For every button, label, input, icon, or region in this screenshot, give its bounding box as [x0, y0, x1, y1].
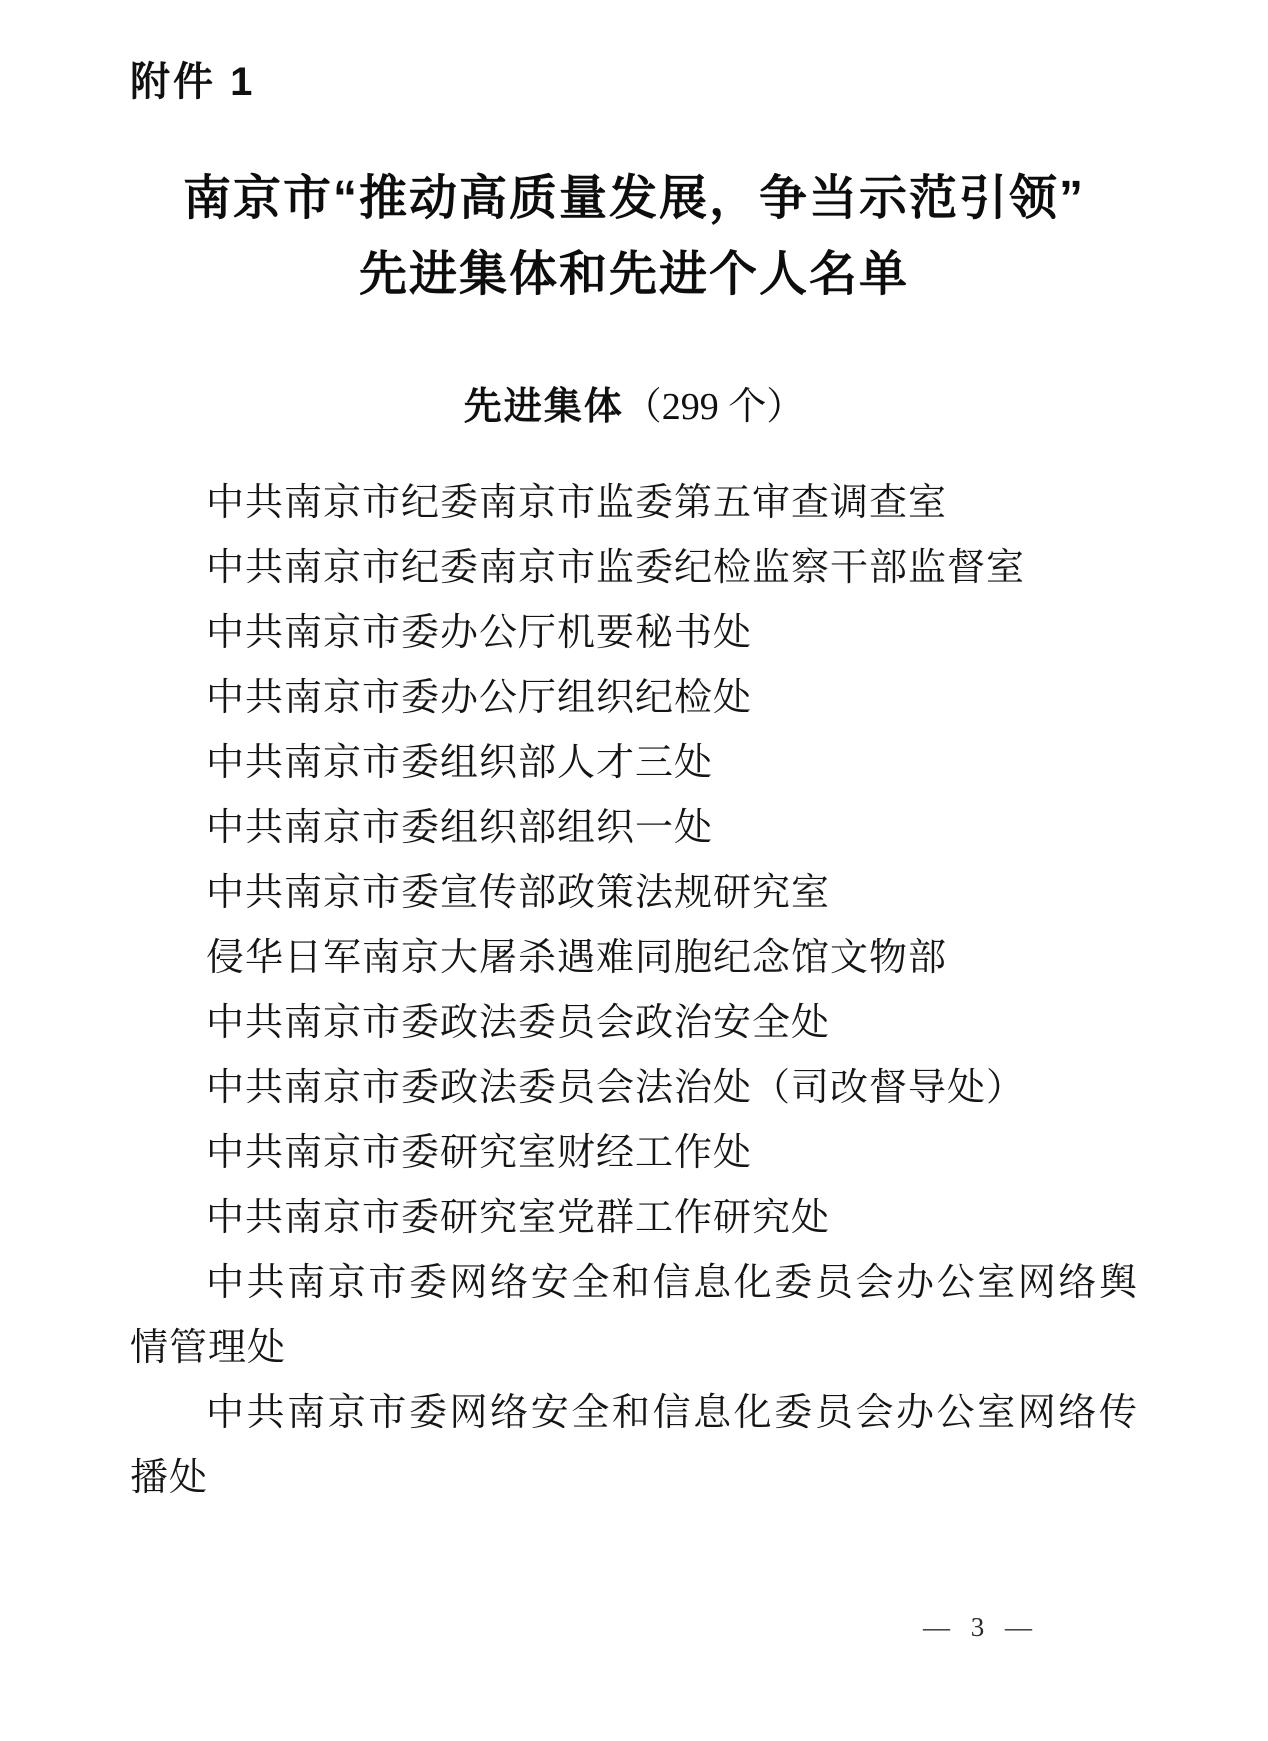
attachment-label: 附件 1 — [130, 60, 256, 104]
page-number: — 3 — — [923, 1612, 1032, 1642]
list-item: 中共南京市委组织部组织一处 — [206, 807, 714, 849]
document-title-line1: 南京市“推动高质量发展，争当示范引领” — [182, 172, 1085, 225]
list-item: 中共南京市委网络安全和信息化委员会办公室网络传播处 — [130, 1392, 1138, 1499]
list-item: 中共南京市委研究室党群工作研究处 — [206, 1197, 831, 1239]
section-heading-text: 先进集体 — [463, 386, 624, 428]
list-item: 中共南京市委研究室财经工作处 — [206, 1132, 753, 1174]
section-heading — [130, 383, 1138, 431]
list-item: 侵华日军南京大屠杀遇难同胞纪念馆文物部 — [206, 937, 948, 979]
document-title — [130, 161, 1138, 313]
list-item: 中共南京市委组织部人才三处 — [206, 742, 714, 784]
list-item: 中共南京市委网络安全和信息化委员会办公室网络舆情管理处 — [130, 1262, 1138, 1369]
document-title-line2: 先进集体和先进个人名单 — [358, 248, 909, 301]
list-item: 中共南京市委政法委员会政治安全处 — [206, 1002, 831, 1044]
list-item: 中共南京市委宣传部政策法规研究室 — [206, 872, 831, 914]
list-item: 中共南京市纪委南京市监委纪检监察干部监督室 — [206, 547, 1026, 589]
list-item: 中共南京市委办公厅机要秘书处 — [206, 612, 753, 654]
list-item: 中共南京市委办公厅组织纪检处 — [206, 677, 753, 719]
advanced-collectives-list — [130, 471, 1138, 1511]
section-count: （299 个） — [623, 386, 805, 428]
list-item: 中共南京市纪委南京市监委第五审查调查室 — [206, 482, 948, 524]
list-item: 中共南京市委政法委员会法治处（司改督导处） — [206, 1067, 1026, 1109]
